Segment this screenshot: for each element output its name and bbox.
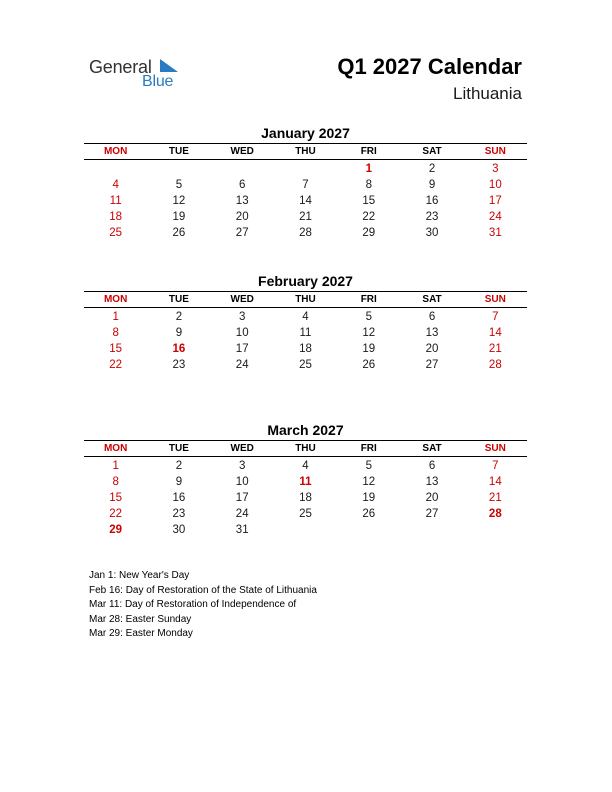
day-cell: 8 bbox=[112, 476, 119, 488]
weekday-tue: TUE bbox=[168, 294, 189, 305]
weekday-fri: FRI bbox=[360, 294, 377, 305]
weekday-sat: SAT bbox=[422, 146, 442, 157]
day-cell: 1 bbox=[112, 460, 119, 472]
day-cell: 21 bbox=[299, 211, 312, 223]
day-cell: 30 bbox=[425, 227, 439, 239]
day-cell: 3 bbox=[239, 311, 246, 323]
day-cell: 15 bbox=[362, 195, 376, 207]
day-cell: 27 bbox=[425, 359, 439, 371]
day-cell: 10 bbox=[488, 179, 502, 191]
week-row bbox=[84, 490, 527, 506]
weekday-wed: WED bbox=[230, 443, 254, 454]
week-row bbox=[84, 325, 527, 341]
day-cell: 24 bbox=[235, 508, 249, 520]
day-cell: 21 bbox=[488, 343, 502, 355]
empty-day-cell bbox=[274, 161, 337, 177]
day-cell: 27 bbox=[235, 227, 249, 239]
weekday-fri: FRI bbox=[360, 443, 377, 454]
empty-day-cell bbox=[400, 522, 463, 538]
logo-blue-text: Blue bbox=[142, 73, 174, 90]
day-cell: 18 bbox=[299, 343, 312, 355]
weekday-tue: TUE bbox=[168, 443, 189, 454]
day-cell: 26 bbox=[172, 227, 186, 239]
day-cell: 8 bbox=[112, 327, 119, 339]
day-cell: 28 bbox=[299, 227, 312, 239]
weekday-sat: SAT bbox=[422, 443, 442, 454]
day-cell: 22 bbox=[109, 359, 123, 371]
day-cell: 31 bbox=[235, 524, 249, 536]
day-cell: 11 bbox=[299, 476, 312, 488]
week-row bbox=[84, 522, 527, 538]
day-cell: 14 bbox=[488, 476, 502, 488]
day-cell: 22 bbox=[362, 211, 376, 223]
day-cell: 26 bbox=[362, 359, 376, 371]
weekday-mon: MON bbox=[103, 294, 128, 305]
day-cell: 16 bbox=[172, 343, 186, 355]
week-row bbox=[84, 341, 527, 357]
day-cell: 7 bbox=[492, 311, 499, 323]
day-cell: 26 bbox=[362, 508, 376, 520]
day-cell: 10 bbox=[235, 327, 249, 339]
day-cell: 31 bbox=[488, 227, 502, 239]
weeks bbox=[84, 160, 527, 241]
weekday-sun: SUN bbox=[484, 294, 506, 305]
day-cell: 21 bbox=[488, 492, 502, 504]
week-row bbox=[84, 225, 527, 241]
day-cell: 25 bbox=[299, 508, 312, 520]
day-cell: 15 bbox=[109, 343, 123, 355]
day-cell: 20 bbox=[235, 211, 249, 223]
day-cell: 5 bbox=[365, 460, 372, 472]
day-cell: 9 bbox=[428, 179, 436, 191]
day-cell: 4 bbox=[302, 311, 309, 323]
logo bbox=[89, 56, 199, 96]
week-row bbox=[84, 209, 527, 225]
week-row bbox=[84, 474, 527, 490]
day-cell: 28 bbox=[488, 508, 502, 520]
month-title: March 2027 bbox=[267, 422, 344, 438]
day-cell: 19 bbox=[362, 343, 376, 355]
day-cell: 2 bbox=[175, 460, 183, 472]
weekday-thu: THU bbox=[295, 146, 316, 157]
weekday-thu: THU bbox=[295, 294, 316, 305]
empty-day-cell bbox=[464, 522, 527, 538]
day-cell: 13 bbox=[425, 476, 439, 488]
holiday-item: Mar 29: Easter Monday bbox=[89, 628, 193, 639]
day-cell: 4 bbox=[112, 179, 119, 191]
weekday-header bbox=[84, 440, 527, 457]
day-cell: 20 bbox=[425, 343, 439, 355]
day-cell: 16 bbox=[425, 195, 439, 207]
week-row bbox=[84, 161, 527, 177]
day-cell: 3 bbox=[492, 163, 499, 175]
day-cell: 19 bbox=[362, 492, 376, 504]
day-cell: 17 bbox=[235, 343, 249, 355]
day-cell: 4 bbox=[302, 460, 309, 472]
day-cell: 28 bbox=[488, 359, 502, 371]
weekday-thu: THU bbox=[295, 443, 316, 454]
day-cell: 6 bbox=[239, 179, 246, 191]
day-cell: 5 bbox=[175, 179, 183, 191]
holiday-item: Feb 16: Day of Restoration of the State of Lithuania bbox=[89, 584, 317, 596]
month-february bbox=[84, 272, 527, 373]
month-january bbox=[84, 124, 527, 241]
day-cell: 23 bbox=[425, 211, 439, 223]
holiday-list bbox=[89, 569, 317, 642]
day-cell: 8 bbox=[365, 179, 372, 191]
day-cell: 2 bbox=[175, 311, 183, 323]
day-cell: 10 bbox=[235, 476, 249, 488]
week-row bbox=[84, 506, 527, 522]
day-cell: 1 bbox=[112, 311, 119, 323]
day-cell: 7 bbox=[302, 179, 309, 191]
weekday-wed: WED bbox=[230, 294, 254, 305]
day-cell: 13 bbox=[425, 327, 439, 339]
day-cell: 14 bbox=[299, 195, 312, 207]
month-title: February 2027 bbox=[258, 273, 353, 289]
week-row bbox=[84, 177, 527, 193]
holiday-item: Mar 11: Day of Restoration of Independence of bbox=[89, 599, 297, 610]
day-cell: 11 bbox=[109, 195, 122, 207]
day-cell: 20 bbox=[425, 492, 439, 504]
day-cell: 5 bbox=[365, 311, 372, 323]
weekday-sat: SAT bbox=[422, 294, 442, 305]
weekday-mon: MON bbox=[103, 146, 128, 157]
weekday-mon: MON bbox=[103, 443, 128, 454]
month-title: January 2027 bbox=[261, 125, 350, 141]
day-cell: 7 bbox=[492, 460, 499, 472]
day-cell: 30 bbox=[172, 524, 186, 536]
day-cell: 13 bbox=[235, 195, 249, 207]
day-cell: 25 bbox=[299, 359, 312, 371]
day-cell: 16 bbox=[172, 492, 186, 504]
day-cell: 9 bbox=[175, 476, 183, 488]
empty-day-cell bbox=[211, 161, 274, 177]
day-cell: 17 bbox=[235, 492, 249, 504]
day-cell: 29 bbox=[362, 227, 376, 239]
week-row bbox=[84, 458, 527, 474]
day-cell: 24 bbox=[488, 211, 502, 223]
empty-day-cell bbox=[337, 522, 400, 538]
day-cell: 18 bbox=[109, 211, 123, 223]
day-cell: 15 bbox=[109, 492, 123, 504]
day-cell: 2 bbox=[428, 163, 436, 175]
weeks bbox=[84, 308, 527, 373]
weekday-sun: SUN bbox=[484, 443, 506, 454]
day-cell: 17 bbox=[488, 195, 502, 207]
holiday-item: Mar 28: Easter Sunday bbox=[89, 613, 192, 625]
weekday-header bbox=[84, 291, 527, 308]
day-cell: 1 bbox=[365, 163, 372, 175]
day-cell: 12 bbox=[362, 476, 376, 488]
weekday-sun: SUN bbox=[484, 146, 506, 157]
triangle-flag-icon bbox=[159, 59, 179, 73]
day-cell: 25 bbox=[109, 227, 123, 239]
day-cell: 18 bbox=[299, 492, 312, 504]
week-row bbox=[84, 309, 527, 325]
month-march bbox=[84, 421, 527, 538]
day-cell: 29 bbox=[109, 524, 123, 536]
logo-general-text: General bbox=[89, 57, 152, 77]
empty-day-cell bbox=[84, 161, 147, 177]
day-cell: 11 bbox=[299, 327, 312, 339]
day-cell: 23 bbox=[172, 508, 186, 520]
week-row bbox=[84, 193, 527, 209]
day-cell: 27 bbox=[425, 508, 439, 520]
weekday-tue: TUE bbox=[168, 146, 189, 157]
day-cell: 3 bbox=[239, 460, 246, 472]
day-cell: 12 bbox=[172, 195, 186, 207]
day-cell: 9 bbox=[175, 327, 183, 339]
day-cell: 14 bbox=[488, 327, 502, 339]
weekday-header bbox=[84, 143, 527, 160]
day-cell: 6 bbox=[428, 311, 436, 323]
empty-day-cell bbox=[147, 161, 210, 177]
holiday-item: Jan 1: New Year's Day bbox=[89, 570, 190, 581]
day-cell: 12 bbox=[362, 327, 376, 339]
weekday-wed: WED bbox=[230, 146, 254, 157]
country-name: Lithuania bbox=[452, 84, 522, 103]
day-cell: 19 bbox=[172, 211, 186, 223]
weekday-fri: FRI bbox=[360, 146, 377, 157]
page-title: Q1 2027 Calendar bbox=[337, 54, 522, 79]
day-cell: 22 bbox=[109, 508, 123, 520]
day-cell: 6 bbox=[428, 460, 436, 472]
day-cell: 24 bbox=[235, 359, 249, 371]
empty-day-cell bbox=[274, 522, 337, 538]
weeks bbox=[84, 457, 527, 538]
day-cell: 23 bbox=[172, 359, 186, 371]
week-row bbox=[84, 357, 527, 373]
